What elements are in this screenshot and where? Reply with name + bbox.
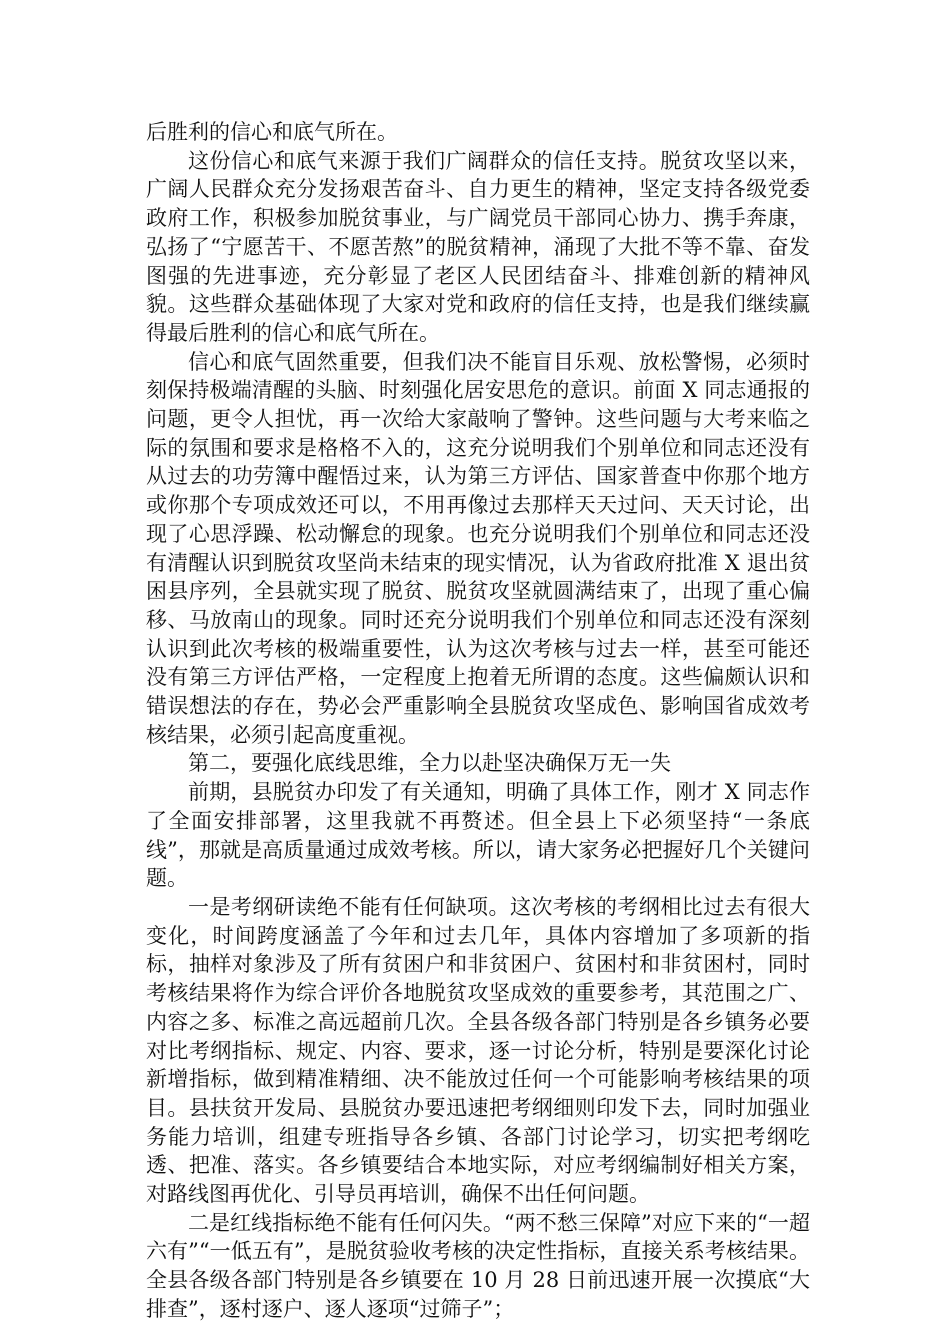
- document-page: [146, 118, 810, 1324]
- section-heading-second: 第二，要强化底线思维，全力以赴坚决确保万无一失: [188, 751, 671, 776]
- paragraph-vigilance: 信心和底气固然重要，但我们决不能盲目乐观、放松警惕，必须时刻保持极端清醒的头脑、时刻强化居安思危的意识。前面 X 同志通报的问题，更令人担忧，再一次给大家敲响了警钟。这些问题与大考来临之际的氛围和要求是格格不入的，这充分说明我们个别单位和同志还没有从过去的功劳簿中醒悟过来，认为第三方评估、国家普查中你那个地方或你那个专项成效还可以，不用再像过去那样天天过问、天天讨论，出现了心思浮躁、松动懈怠的现象。也充分说明我们个别单位和同志还没有清醒认识到脱贫攻坚尚未结束的现实情况，认为省政府批准 X 退出贫困县序列，全县就实现了脱贫、脱贫攻坚就圆满结束了，出现了重心偏移、马放南山的现象。同时还充分说明我们个别单位和同志还没有深刻认识到此次考核的极端重要性，认为这次考核与过去一样，甚至可能还没有第三方评估严格，一定程度上抱着无所谓的态度。这些偏颇认识和错误想法的存在，势必会严重影响全县脱贫攻坚成色、影响国省成效考核结果，必须引起高度重视。: [146, 349, 810, 747]
- paragraph-trust-support: 这份信心和底气来源于我们广阔群众的信任支持。脱贫攻坚以来，广阔人民群众充分发扬艰苦奋斗、自力更生的精神，坚定支持各级党委政府工作，积极参加脱贫事业，与广阔党员干部同心协力、携手奔康，弘扬了“宁愿苦干、不愿苦熬”的脱贫精神，涌现了大批不等不靠、奋发图强的先进事迹，充分彰显了老区人民团结奋斗、排难创新的精神风貌。这些群众基础体现了大家对党和政府的信任支持，也是我们继续赢得最后胜利的信心和底气所在。: [146, 148, 810, 345]
- paragraph-point-one: 一是考纲研读绝不能有任何缺项。这次考核的考纲相比过去有很大变化，时间跨度涵盖了今年和过去几年，具体内容增加了多项新的指标，抽样对象涉及了所有贫困户和非贫困户、贫困村和非贫困村，同时考核结果将作为综合评价各地脱贫攻坚成效的重要参考，其范围之广、内容之多、标准之高远超前几次。全县各级各部门特别是各乡镇务必要对比考纲指标、规定、内容、要求，逐一讨论分析，特别是要深化讨论新增指标，做到精准精细、决不能放过任何一个可能影响考核结果的项目。县扶贫开发局、县脱贫办要迅速把考纲细则印发下去，同时加强业务能力培训，组建专班指导各乡镇、各部门讨论学习，切实把考纲吃透、把准、落实。各乡镇要结合本地实际，对应考纲编制好相关方案，对路线图再优化、引导员再培训，确保不出任何问题。: [146, 894, 810, 1207]
- paragraph-continuation: 后胜利的信心和底气所在。: [146, 120, 398, 144]
- paragraph-point-two: 二是红线指标绝不能有任何闪失。“两不愁三保障”对应下来的“一超六有”“一低五有”，是脱贫验收考核的决定性指标，直接关系考核结果。全县各级各部门特别是各乡镇要在 10 月 28 日前迅速开展一次摸底“大排查”，逐村逐户、逐人逐项“过筛子”；: [146, 1210, 810, 1321]
- paragraph-bottom-line: 前期，县脱贫办印发了有关通知，明确了具体工作，刚才 X 同志作了全面安排部署，这里我就不再赘述。但全县上下必须坚持“一条底线”，那就是高质量通过成效考核。所以，请大家务必把握好几个关键问题。: [146, 780, 810, 891]
